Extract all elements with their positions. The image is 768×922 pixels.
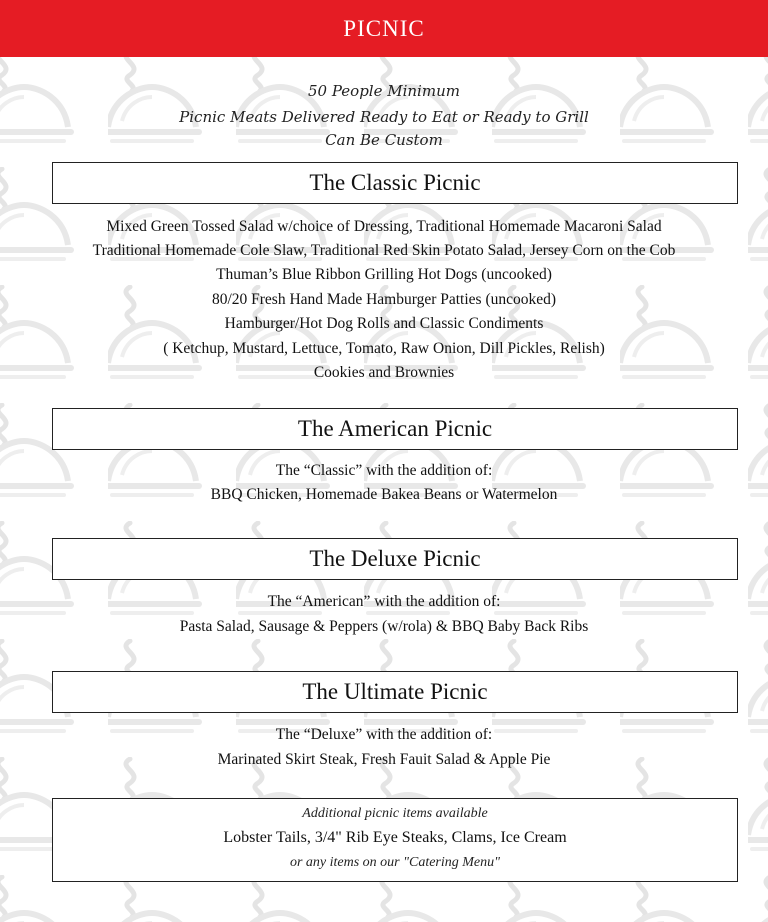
classic-picnic-title-box — [52, 162, 738, 204]
list-item: Traditional Homemade Cole Slaw, Traditional Red Skin Potato Salad, Jersey Corn on the Cob — [92, 242, 676, 259]
list-item: Marinated Skirt Steak, Fresh Fauit Salad & Apple Pie — [217, 751, 551, 768]
list-item: ( Ketchup, Mustard, Lettuce, Tomato, Raw Onion, Dill Pickles, Relish) — [163, 340, 605, 357]
list-item: The “Classic” with the addition of: — [275, 462, 493, 479]
list-item: Hamburger/Hot Dog Rolls and Classic Condiments — [224, 315, 544, 332]
additional-items-box — [52, 798, 738, 882]
list-item: The “American” with the addition of: — [267, 593, 501, 610]
list-item: Pasta Salad, Sausage & Peppers (w/rola) & BBQ Baby Back Ribs — [179, 618, 589, 635]
additional-items-list: Lobster Tails, 3/4" Rib Eye Steaks, Clams, Ice Cream — [223, 829, 567, 846]
minimum-note: 50 People Minimum — [308, 82, 460, 100]
american-picnic-title: The American Picnic — [297, 416, 493, 441]
american-picnic-title-box — [52, 408, 738, 450]
ultimate-picnic-title-box — [52, 671, 738, 713]
delivery-note: Picnic Meats Delivered Ready to Eat or Ready to Grill — [179, 108, 589, 126]
custom-note: Can Be Custom — [325, 131, 443, 149]
deluxe-picnic-title: The Deluxe Picnic — [309, 546, 481, 571]
list-item: Thuman’s Blue Ribbon Grilling Hot Dogs (uncooked) — [216, 266, 552, 283]
list-item: BBQ Chicken, Homemade Bakea Beans or Watermelon — [210, 486, 558, 503]
header-bar — [0, 0, 768, 57]
list-item: Mixed Green Tossed Salad w/choice of Dressing, Traditional Homemade Macaroni Salad — [106, 218, 662, 235]
list-item: Cookies and Brownies — [313, 364, 455, 381]
additional-items-heading: Additional picnic items available — [302, 806, 488, 821]
page-title: PICNIC — [343, 15, 425, 41]
classic-picnic-title: The Classic Picnic — [309, 170, 481, 195]
list-item: 80/20 Fresh Hand Made Hamburger Patties (uncooked) — [211, 291, 557, 308]
ultimate-picnic-title: The Ultimate Picnic — [302, 679, 488, 704]
deluxe-picnic-title-box — [52, 538, 738, 580]
list-item: The “Deluxe” with the addition of: — [275, 726, 493, 743]
catering-menu-note: or any items on our "Catering Menu" — [289, 855, 501, 870]
